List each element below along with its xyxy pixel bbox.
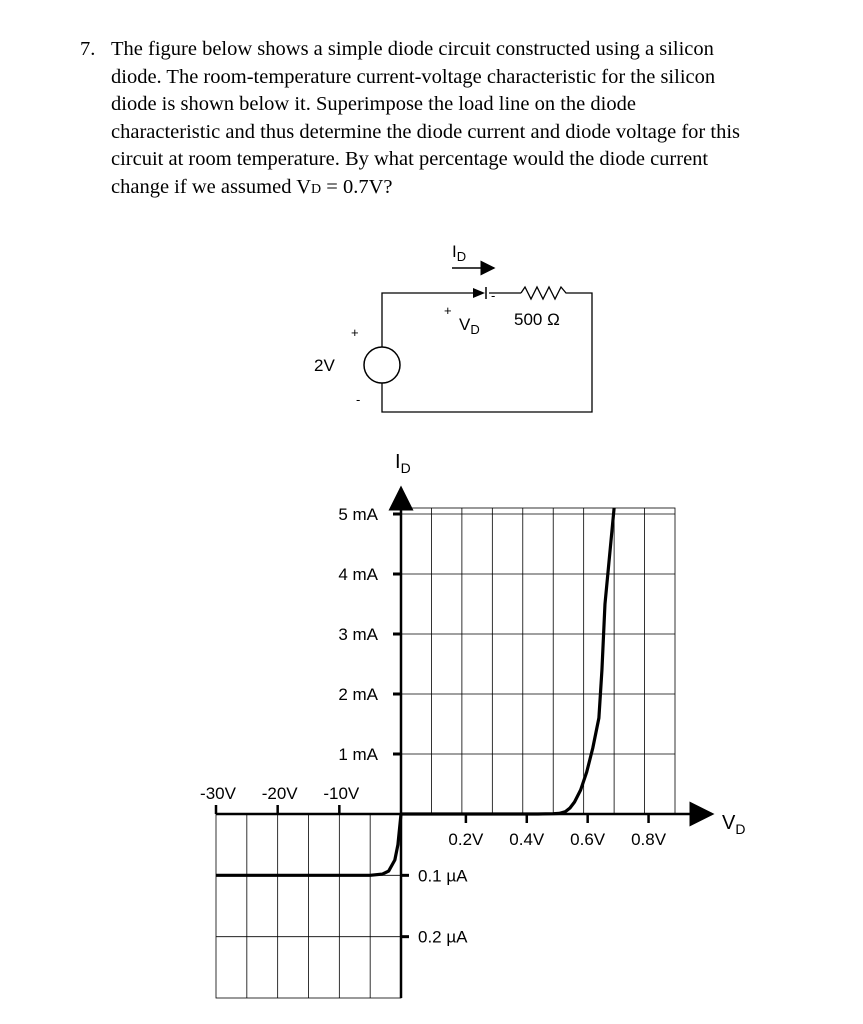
resistor-label: 500 Ω [514, 310, 560, 329]
x-tick-label-reverse: -20V [261, 784, 298, 803]
source-minus-sign: - [356, 392, 361, 407]
diode-iv-chart [200, 451, 745, 998]
grid-border-forward [401, 508, 675, 814]
question-line: circuit at room temperature. By what percentage would the diode current [111, 148, 709, 171]
diode-symbol [473, 287, 486, 299]
question-line: diode is shown below it. Superimpose the load line on the diode [111, 93, 636, 116]
y-tick-label-forward: 2 mA [338, 685, 378, 704]
y-axis-label: $I_D$ [395, 451, 411, 476]
x-tick-label-forward: 0.4V [509, 830, 545, 849]
forward-iv-curve [401, 508, 614, 814]
source-voltage-label: 2V [314, 356, 335, 375]
question-last-suffix: = 0.7V? [321, 175, 393, 198]
y-tick-label-forward: 5 mA [338, 505, 378, 524]
question-last-prefix: change if we assumed V [111, 175, 312, 198]
current-label: $I_D$ [452, 242, 467, 264]
x-axis-label: $V_D$ [722, 812, 746, 837]
y-tick-label-forward: 1 mA [338, 745, 378, 764]
x-tick-label-forward: 0.8V [631, 830, 667, 849]
question-last-sub: D [311, 181, 322, 197]
circuit-diagram [314, 242, 592, 412]
circuit-wire [382, 293, 592, 412]
x-tick-label-reverse: -30V [200, 784, 236, 803]
question-number: 7. [80, 38, 96, 60]
x-tick-label-reverse: -10V [323, 784, 360, 803]
diode-plus-sign: + [444, 303, 452, 318]
chart-axes [216, 488, 712, 998]
diode-minus-sign: - [491, 288, 496, 303]
x-tick-label-forward: 0.2V [448, 830, 484, 849]
question-line: diode. The room-temperature current-voltage characteristic for the silicon [111, 65, 716, 88]
x-tick-label-forward: 0.6V [570, 830, 606, 849]
source-plus-sign: + [351, 325, 359, 340]
chart-curves [216, 508, 614, 875]
question-line: The figure below shows a simple diode circuit constructed using a silicon [111, 38, 714, 60]
voltage-source-symbol [364, 347, 400, 383]
y-tick-label-reverse: 0.2 µA [418, 927, 468, 947]
resistor-symbol [521, 287, 570, 299]
y-tick-label-forward: 4 mA [338, 565, 378, 584]
question-line: characteristic and thus determine the diode current and diode voltage for this [111, 120, 741, 143]
diode-voltage-label: $V_D$ [459, 315, 480, 337]
y-tick-label-reverse: 0.1 µA [418, 866, 468, 886]
y-tick-label-forward: 3 mA [338, 625, 378, 644]
